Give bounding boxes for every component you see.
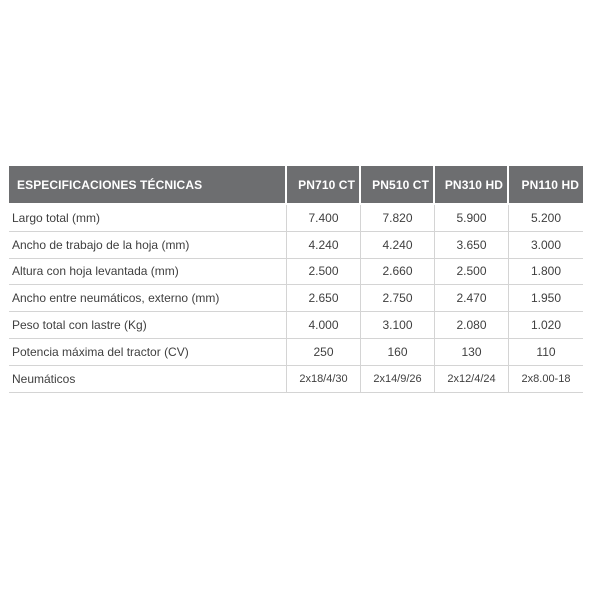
table-cell: 2.470 [435,285,509,312]
table-header [9,166,583,205]
table-cell: 2x18/4/30 [287,366,361,393]
row-label: Ancho de trabajo de la hoja (mm) [9,232,287,259]
table-cell: 3.100 [361,312,435,339]
table-cell: 2x12/4/24 [435,366,509,393]
row-label: Potencia máxima del tractor (CV) [9,339,287,366]
model-header-pn510-ct: PN510 CT [361,166,435,205]
row-label: Largo total (mm) [9,205,287,232]
table-cell: 130 [435,339,509,366]
model-header-pn710-ct: PN710 CT [287,166,361,205]
table-cell: 2.500 [435,259,509,286]
table-title: ESPECIFICACIONES TÉCNICAS [9,166,287,205]
table-cell: 7.820 [361,205,435,232]
table-cell: 110 [509,339,583,366]
header-row [9,166,583,205]
table-cell: 2.500 [287,259,361,286]
row-label: Ancho entre neumáticos, externo (mm) [9,285,287,312]
model-header-pn310-hd: PN310 HD [435,166,509,205]
table-cell: 3.000 [509,232,583,259]
row-label: Altura con hoja levantada (mm) [9,259,287,286]
table-cell: 2x14/9/26 [361,366,435,393]
table-cell: 2.080 [435,312,509,339]
table-cell: 1.020 [509,312,583,339]
table-row [9,312,583,339]
row-label: Neumáticos [9,366,287,393]
table-row [9,232,583,259]
table-cell: 2.650 [287,285,361,312]
table-cell: 4.240 [287,232,361,259]
table-cell: 1.800 [509,259,583,286]
table-row [9,339,583,366]
specifications-table [9,166,583,393]
table-cell: 2.750 [361,285,435,312]
table-cell: 7.400 [287,205,361,232]
table-cell: 3.650 [435,232,509,259]
row-label: Peso total con lastre (Kg) [9,312,287,339]
table-cell: 5.900 [435,205,509,232]
table-cell: 2.660 [361,259,435,286]
table-cell: 160 [361,339,435,366]
table-cell: 2x8.00-18 [509,366,583,393]
table-cell: 5.200 [509,205,583,232]
table-cell: 1.950 [509,285,583,312]
table-cell: 250 [287,339,361,366]
table-row [9,205,583,232]
table-row [9,285,583,312]
model-header-pn110-hd: PN110 HD [509,166,583,205]
table-row [9,366,583,393]
table-cell: 4.240 [361,232,435,259]
table-body [9,205,583,393]
table-row [9,259,583,286]
table-cell: 4.000 [287,312,361,339]
